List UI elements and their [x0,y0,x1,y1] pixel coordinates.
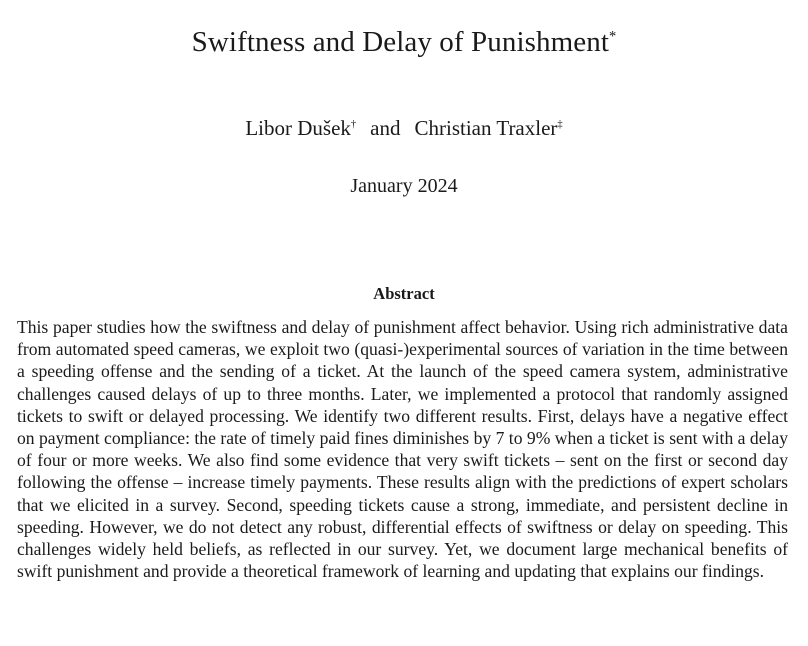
title-footnote-mark: * [608,28,617,45]
paper-title [0,26,808,59]
author-footnote-mark: ‡ [557,119,563,130]
authors-connector: and [370,116,401,140]
abstract-heading: Abstract [373,284,435,303]
publication-date: January 2024 [350,175,458,197]
author-line [0,116,808,141]
abstract-body: This paper studies how the swiftness and delay of punishment affect behavior. Using rich administrative data from automated speed cameras, we exploit two (quasi-)experimental sources of variation in the time between a speeding offense and the sending of a ticket. At the launch of the speed camera system, administrative challenges caused delays of up to three months. Later, we implemented a protocol that randomly assigned tickets to swift or delayed processing. We identify two different results. First, delays have a negative effect on payment compliance: the rate of timely paid fines diminishes by 7 to 9% when a ticket is sent with a delay of four or more weeks. We also find some evidence that very swift tickets – sent on the first or second day following the offense – increase timely payments. These results align with the predictions of expert scholars that we elicited in a survey. Second, speeding tickets cause a strong, immediate, and persistent decline in speeding. However, we do not detect any robust, differential effects of swiftness or delay on speeding. This challenges widely held beliefs, as reflected in our survey. Yet, we document large mechanical benefits of swift punishment and provide a theoretical framework of learning and updating that explains our findings. [17,317,788,582]
author-footnote-mark: † [350,119,357,130]
author-name: Christian Traxler [414,116,558,140]
title-text: Swiftness and Delay of Punishment [191,26,609,58]
author-name: Libor Dušek [245,116,351,140]
